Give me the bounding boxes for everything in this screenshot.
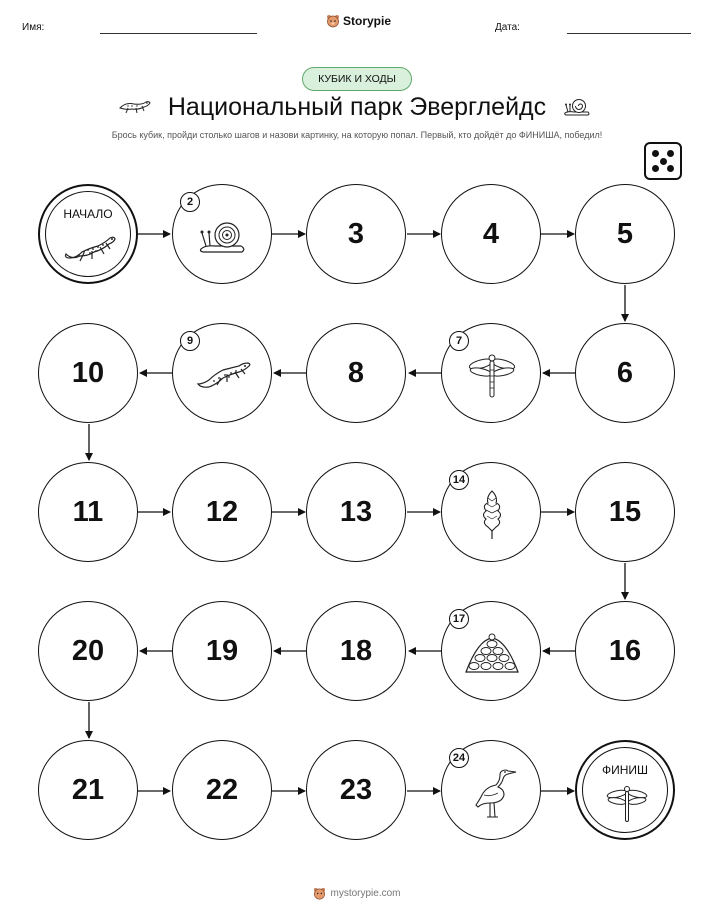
cell-11[interactable] [38,462,138,562]
finish-label: ФИНИШ [601,763,649,777]
cell-number-badge: 7 [449,331,469,351]
cell-number: 16 [608,634,642,667]
date-field[interactable] [567,33,691,34]
cell-number: 11 [72,495,104,528]
dice-five-icon[interactable] [644,142,682,180]
name-field[interactable] [100,33,257,34]
dragonfly-icon [466,350,518,400]
game-type-badge: КУБИК И ХОДЫ [302,67,412,91]
cell-number: 23 [339,773,373,806]
cell-number-badge: 14 [449,470,469,490]
cell-13[interactable] [306,462,406,562]
cell-number: 22 [205,773,239,806]
cell-4[interactable] [441,184,541,284]
cell-number: 4 [482,217,500,250]
cell-number: 12 [205,495,239,528]
cell-number-badge: 24 [449,748,469,768]
start-cell[interactable] [38,184,138,284]
cell-number: 18 [339,634,373,667]
page-title: Национальный парк Эверглейдс [167,93,547,121]
cell-number: 3 [347,217,365,250]
footer [0,887,714,900]
cell-21[interactable] [38,740,138,840]
start-label: НАЧАЛО [63,207,113,221]
cell-number: 6 [616,356,634,389]
cell-18[interactable] [306,601,406,701]
cell-10[interactable] [38,323,138,423]
heron-icon [468,765,518,821]
bear-icon [313,887,326,900]
cell-number: 13 [339,495,373,528]
lizard-icon [195,354,253,394]
cell-number: 20 [71,634,105,667]
brand-logo [326,14,391,28]
cell-22[interactable] [172,740,272,840]
snail-icon [197,217,249,255]
cell-23[interactable] [306,740,406,840]
cell-number: 10 [71,356,105,389]
dragonfly-icon [605,784,649,824]
date-label: Дата: [495,22,520,33]
cell-19[interactable] [172,601,272,701]
snail-icon [562,95,592,117]
bear-icon [326,14,340,28]
cell-number-badge: 9 [180,331,200,351]
cell-number: 15 [608,495,642,528]
cell-8[interactable] [306,323,406,423]
cell-15[interactable] [575,462,675,562]
cell-20[interactable] [38,601,138,701]
fern-leaf-icon [478,487,506,541]
cell-number: 5 [616,217,634,250]
shell-pile-icon [464,632,520,676]
brand-name: Storypie [343,14,392,28]
cell-number: 19 [205,634,239,667]
lizard-icon [62,230,118,264]
cell-number: 8 [347,356,365,389]
footer-url[interactable]: mystorypie.com [330,888,401,899]
cell-5[interactable] [575,184,675,284]
cell-number: 21 [71,773,105,806]
instructions: Брось кубик, пройди столько шагов и назови картинку, на которую попал. Первый, кто дойдёт до ФИНИША, победил! [111,130,603,140]
cell-12[interactable] [172,462,272,562]
cell-number-badge: 2 [180,192,200,212]
cell-3[interactable] [306,184,406,284]
finish-cell[interactable] [575,740,675,840]
cell-16[interactable] [575,601,675,701]
name-label: Имя: [22,22,45,33]
cell-6[interactable] [575,323,675,423]
cell-number-badge: 17 [449,609,469,629]
